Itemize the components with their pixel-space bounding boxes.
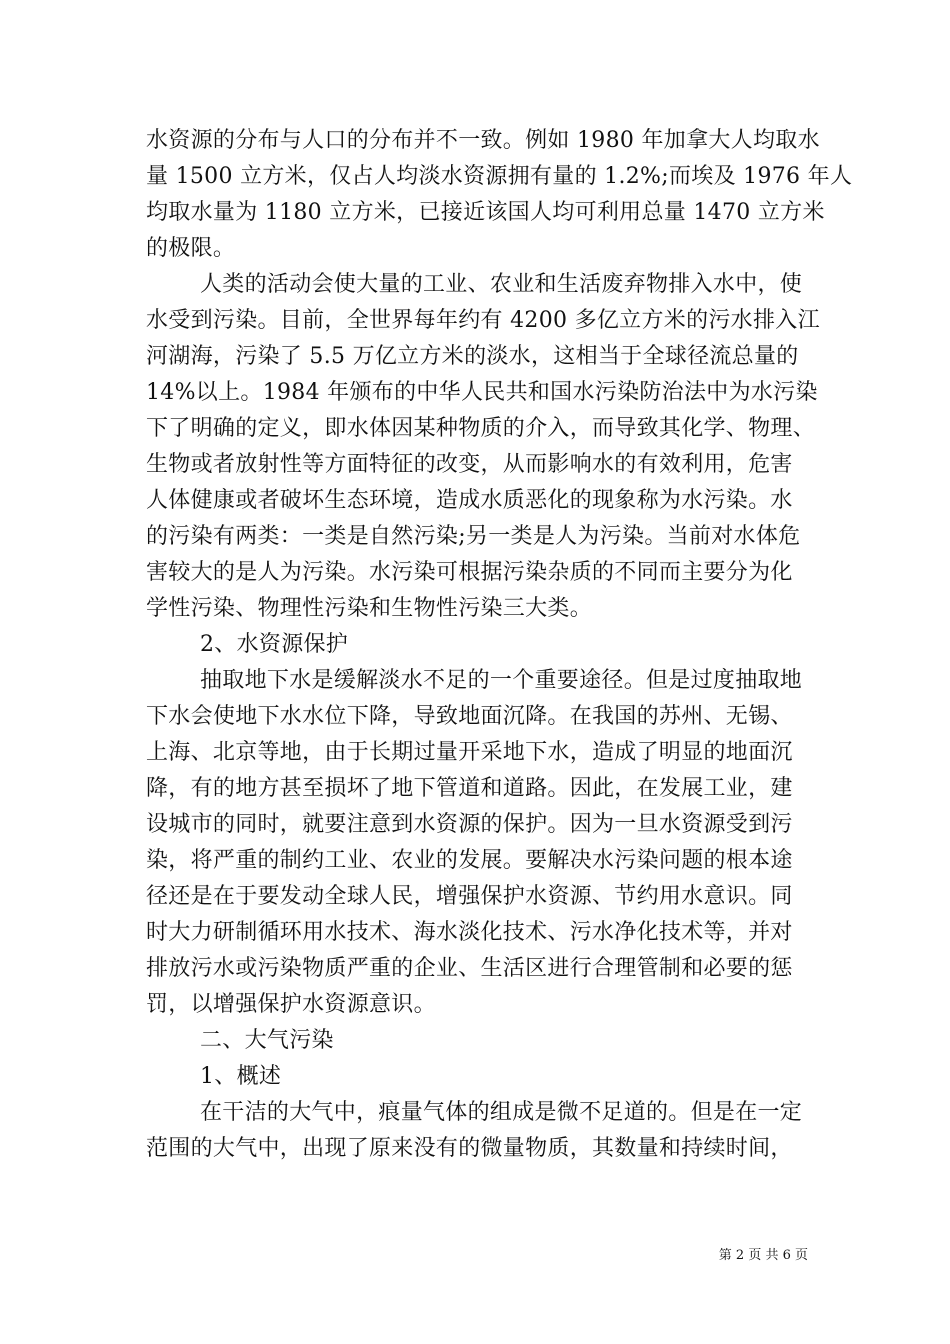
text-line: 范围的大气中，出现了原来没有的微量物质，其数量和持续时间， <box>146 1136 793 1161</box>
text-line: 上海、北京等地，由于长期过量开采地下水，造成了明显的地面沉 <box>146 740 793 765</box>
paragraph-start-line: 在干洁的大气中，痕量气体的组成是微不足道的。但是在一定 <box>200 1100 803 1125</box>
text-line: 设城市的同时，就要注意到水资源的保护。因为一旦水资源受到污 <box>146 812 793 837</box>
text-line: 水受到污染。目前，全世界每年约有 4200 多亿立方米的污水排入江 <box>146 308 820 333</box>
text-line: 人体健康或者破坏生态环境，造成水质恶化的现象称为水污染。水 <box>146 488 793 513</box>
text-line: 下了明确的定义，即水体因某种物质的介入，而导致其化学、物理、 <box>146 416 816 441</box>
text-line: 均取水量为 1180 立方米，已接近该国人均可利用总量 1470 立方米 <box>146 200 825 225</box>
text-line: 染，将严重的制约工业、农业的发展。要解决水污染问题的根本途 <box>146 848 793 873</box>
text-line: 时大力研制循环用水技术、海水淡化技术、污水净化技术等，并对 <box>146 920 793 945</box>
paragraph-start-line: 抽取地下水是缓解淡水不足的一个重要途径。但是过度抽取地 <box>200 668 803 693</box>
text-line: 量 1500 立方米，仅占人均淡水资源拥有量的 1.2%;而埃及 1976 年人 <box>146 164 853 189</box>
text-line: 的极限。 <box>146 236 236 261</box>
text-line: 罚，以增强保护水资源意识。 <box>146 992 436 1017</box>
text-line: 水资源的分布与人口的分布并不一致。例如 1980 年加拿大人均取水 <box>146 128 820 153</box>
text-line: 14%以上。1984 年颁布的中华人民共和国水污染防治法中为水污染 <box>146 380 818 405</box>
text-line: 径还是在于要发动全球人民，增强保护水资源、节约用水意识。同 <box>146 884 793 909</box>
text-line: 降，有的地方甚至损坏了地下管道和道路。因此，在发展工业，建 <box>146 776 793 801</box>
text-line: 害较大的是人为污染。水污染可根据污染杂质的不同而主要分为化 <box>146 560 793 585</box>
text-line: 学性污染、物理性污染和生物性污染三大类。 <box>146 596 593 621</box>
text-line: 的污染有两类：一类是自然污染;另一类是人为污染。当前对水体危 <box>146 524 801 549</box>
text-line: 下水会使地下水水位下降，导致地面沉降。在我国的苏州、无锡、 <box>146 704 793 729</box>
text-line: 排放污水或污染物质严重的企业、生活区进行合理管制和必要的惩 <box>146 956 793 981</box>
text-line: 河湖海，污染了 5.5 万亿立方米的淡水，这相当于全球径流总量的 <box>146 344 799 369</box>
text-line: 生物或者放射性等方面特征的改变，从而影响水的有效利用，危害 <box>146 452 793 477</box>
paragraph-start-line: 人类的活动会使大量的工业、农业和生活废弃物排入水中，使 <box>200 272 803 297</box>
chapter-heading: 二、大气污染 <box>200 1028 334 1053</box>
page-number: 第 2 页 共 6 页 <box>718 1248 808 1263</box>
section-heading: 2、水资源保护 <box>200 632 349 657</box>
section-heading: 1、概述 <box>200 1064 282 1089</box>
